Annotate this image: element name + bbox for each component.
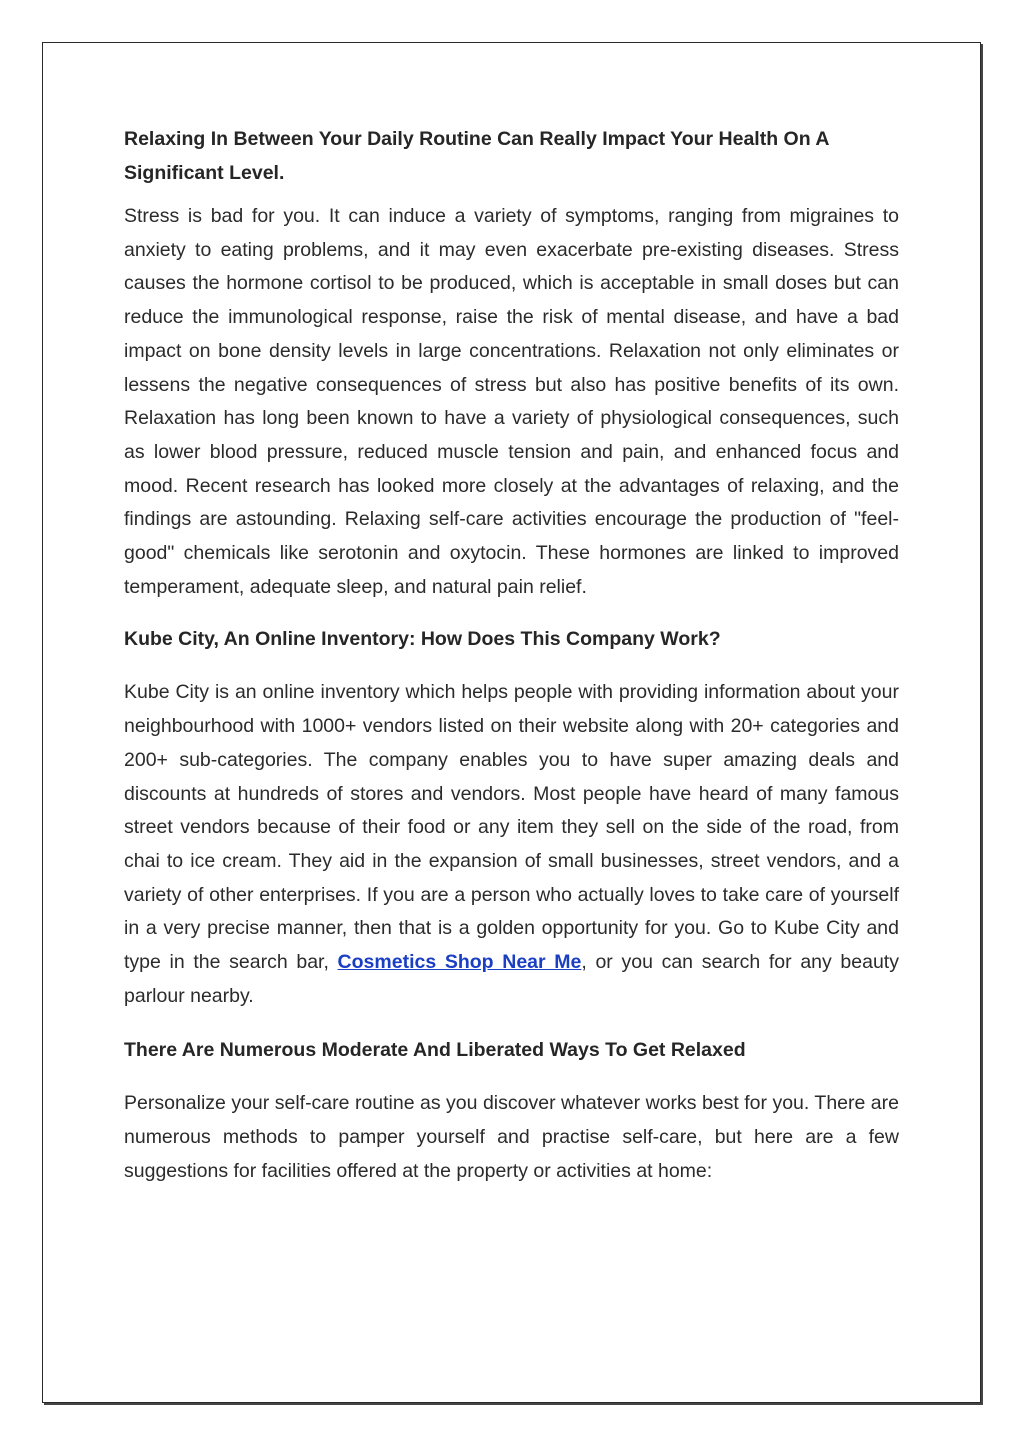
cosmetics-shop-link[interactable]: Cosmetics Shop Near Me	[337, 951, 582, 974]
paragraph-self-care: Personalize your self-care routine as you discover whatever works best for you. There are numerous methods to pamper yourself and practise self-care, but here are a few suggestions for facilities offered at the property or activities at home:	[124, 1092, 899, 1182]
section-heading-ways-to-relax: There Are Numerous Moderate And Liberated Ways To Get Relaxed	[124, 1039, 746, 1062]
paragraph-kube-city-text: Kube City is an online inventory which helps people with providing information about your neighbourhood with 1000+ vendors listed on their website along with 20+ categories and 200+ sub-categories. The company enables you to have super amazing deals and discounts at hundreds of stores and vendors. Most people have heard of many famous street vendors because of their food or any item they sell on the side of the road, from chai to ice cream. They aid in the expansion of small businesses, street vendors, and a variety of other enterprises. If you are a person who actually loves to take care of yourself in a very precise manner, then that is a golden opportunity for you. Go to Kube City and type in the search bar,	[124, 681, 899, 974]
document-body	[124, 122, 899, 1203]
paragraph-stress: Stress is bad for you. It can induce a variety of symptoms, ranging from migraines to anxiety to eating problems, and it may even exacerbate pre-existing diseases. Stress causes the hormone cortisol to be produced, which is acceptable in small doses but can reduce the immunological response, raise the risk of mental disease, and have a bad impact on bone density levels in large concentrations. Relaxation not only eliminates or lessens the negative consequences of stress but also has positive benefits of its own. Relaxation has long been known to have a variety of physiological consequences, such as lower blood pressure, reduced muscle tension and pain, and enhanced focus and mood. Recent research has looked more closely at the advantages of relaxing, and the findings are astounding. Relaxing self-care activities encourage the production of "feel-good" chemicals like serotonin and oxytocin. These hormones are linked to improved temperament, adequate sleep, and natural pain relief.	[124, 205, 899, 598]
section-heading-kube-city: Kube City, An Online Inventory: How Does This Company Work?	[124, 628, 721, 651]
paragraph-kube-city	[124, 676, 899, 1013]
paragraph-kube-city-tail: , or you can search for any beauty parlour nearby.	[124, 951, 899, 1007]
section-heading-relaxing: Relaxing In Between Your Daily Routine Can Really Impact Your Health On A Significant Level.	[124, 128, 829, 184]
